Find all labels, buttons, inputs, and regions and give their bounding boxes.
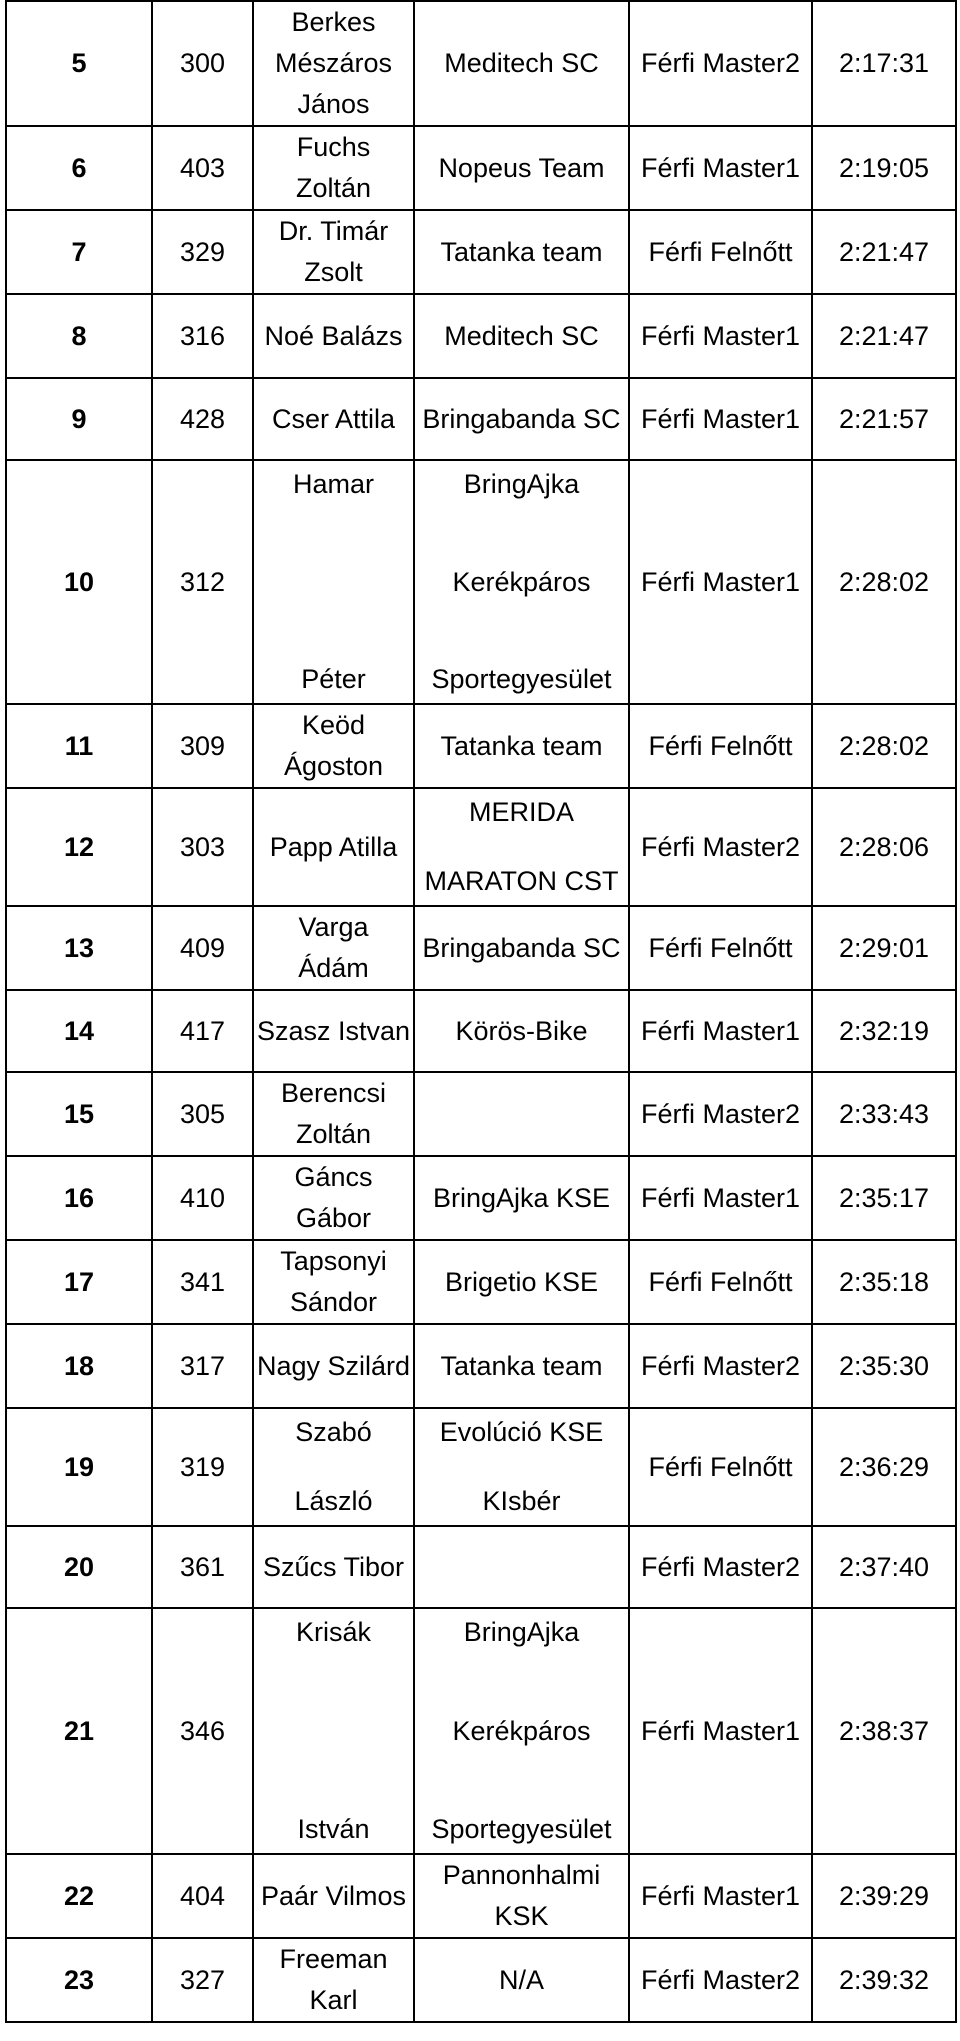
name-cell-line: Berkes [291,7,376,37]
name-cell [253,1156,414,1240]
rank-cell: 15 [6,1072,152,1156]
time-cell: 2:33:43 [812,1072,956,1156]
name-cell-line: Krisák [295,1617,371,1647]
category-cell: Férfi Master2 [629,1938,812,2022]
table-row [6,1240,956,1324]
team-cell-line: BringAjka KSE [432,1182,611,1213]
results-body [6,1,956,2022]
time-cell: 2:28:02 [812,460,956,704]
name-cell-line: Berencsi [280,1078,387,1108]
bib-number-cell: 329 [152,210,253,294]
name-cell [253,126,414,210]
name-cell-line: Gáncs [294,1162,373,1192]
time-cell: 2:39:32 [812,1938,956,2022]
team-cell-line: N/A [498,1964,544,1995]
bib-number-cell: 303 [152,788,253,906]
team-cell-line: Brigetio KSE [444,1266,599,1297]
category-cell: Férfi Master1 [629,378,812,460]
table-row [6,378,956,460]
name-cell-line: Szűcs Tibor [262,1551,405,1582]
category-cell: Férfi Master2 [629,788,812,906]
time-cell: 2:32:19 [812,990,956,1072]
bib-number-cell: 361 [152,1526,253,1608]
team-cell-line: Evolúció KSE [439,1417,604,1447]
category-cell: Férfi Master1 [629,126,812,210]
bib-number-cell: 403 [152,126,253,210]
name-cell-line: Ádám [298,953,369,983]
team-cell-line: BringAjka [463,1617,580,1647]
team-cell [414,1526,629,1608]
team-cell-line: Tatanka team [440,236,603,267]
team-cell [414,378,629,460]
bib-number-cell: 346 [152,1608,253,1854]
team-cell-line: MERIDA [468,797,574,827]
team-cell-line: Sportegyesület [431,1814,612,1844]
team-cell [414,990,629,1072]
team-cell [414,460,629,704]
name-cell-line: Hamar [292,469,374,499]
bib-number-cell: 319 [152,1408,253,1526]
category-cell: Férfi Master1 [629,1608,812,1854]
name-cell-line: Fuchs [296,132,371,162]
category-cell: Férfi Felnőtt [629,704,812,788]
time-cell: 2:37:40 [812,1526,956,1608]
name-cell [253,1,414,126]
table-row [6,704,956,788]
category-cell: Férfi Master2 [629,1324,812,1408]
bib-number-cell: 309 [152,704,253,788]
category-cell: Férfi Felnőtt [629,1408,812,1526]
team-cell [414,294,629,378]
rank-cell: 21 [6,1608,152,1854]
team-cell-line: Körös-Bike [455,1015,588,1046]
rank-cell: 9 [6,378,152,460]
team-cell [414,1408,629,1526]
team-cell [414,1072,629,1156]
team-cell-line: Meditech SC [444,48,599,78]
time-cell: 2:21:47 [812,294,956,378]
bib-number-cell: 316 [152,294,253,378]
team-cell-line: Bringabanda SC [422,403,621,434]
time-cell: 2:39:29 [812,1854,956,1938]
time-cell: 2:28:02 [812,704,956,788]
name-cell-line: Dr. Timár [278,216,389,246]
team-cell [414,1240,629,1324]
name-cell-line: Keöd [301,710,366,740]
team-cell [414,210,629,294]
team-cell [414,704,629,788]
rank-cell: 5 [6,1,152,126]
category-cell: Férfi Master1 [629,294,812,378]
category-cell: Férfi Master1 [629,990,812,1072]
table-row [6,990,956,1072]
team-cell [414,1,629,126]
name-cell [253,294,414,378]
bib-number-cell: 410 [152,1156,253,1240]
rank-cell: 11 [6,704,152,788]
results-table [5,0,957,2023]
rank-cell: 6 [6,126,152,210]
table-row [6,1608,956,1854]
table-row [6,1526,956,1608]
team-cell-line: Kerékpáros [452,566,591,597]
name-cell-line: Tapsonyi [280,1246,387,1276]
time-cell: 2:29:01 [812,906,956,990]
name-cell-line: Szabó [295,1417,372,1447]
time-cell: 2:21:47 [812,210,956,294]
team-cell-line: Sportegyesület [431,664,612,694]
name-cell-line: Noé Balázs [264,320,403,351]
bib-number-cell: 404 [152,1854,253,1938]
name-cell-line: Cser Attila [271,403,396,434]
rank-cell: 8 [6,294,152,378]
name-cell [253,1854,414,1938]
name-cell [253,1324,414,1408]
bib-number-cell: 327 [152,1938,253,2022]
rank-cell: 17 [6,1240,152,1324]
rank-cell: 16 [6,1156,152,1240]
name-cell [253,704,414,788]
team-cell [414,1938,629,2022]
rank-cell: 7 [6,210,152,294]
name-cell-line: Freeman [279,1944,388,1974]
time-cell: 2:21:57 [812,378,956,460]
bib-number-cell: 300 [152,1,253,126]
rank-cell: 19 [6,1408,152,1526]
table-row [6,1938,956,2022]
name-cell-line: Ágoston [283,751,384,781]
table-row [6,1854,956,1938]
name-cell-line: Zsolt [304,257,363,287]
team-cell [414,126,629,210]
team-cell-line: KIsbér [482,1486,561,1516]
name-cell-line: Gábor [295,1203,372,1233]
table-row [6,210,956,294]
team-cell-line: Pannonhalmi [442,1860,601,1890]
category-cell: Férfi Master2 [629,1526,812,1608]
name-cell [253,1938,414,2022]
name-cell [253,1526,414,1608]
category-cell: Férfi Felnőtt [629,906,812,990]
table-row [6,1,956,126]
rank-cell: 14 [6,990,152,1072]
time-cell: 2:35:18 [812,1240,956,1324]
name-cell [253,210,414,294]
rank-cell: 22 [6,1854,152,1938]
time-cell: 2:35:30 [812,1324,956,1408]
category-cell: Férfi Master1 [629,1854,812,1938]
time-cell: 2:38:37 [812,1608,956,1854]
name-cell-line: Szasz Istvan [256,1015,411,1046]
category-cell: Férfi Felnőtt [629,1240,812,1324]
team-cell [414,1854,629,1938]
name-cell-line: Nagy Szilárd [256,1350,411,1381]
team-cell-line: MARATON CST [424,866,619,896]
table-row [6,788,956,906]
name-cell-line: Varga [298,912,369,942]
name-cell-line: Mészáros [274,48,393,78]
time-cell: 2:19:05 [812,126,956,210]
team-cell-line: Nopeus Team [438,152,605,183]
category-cell: Férfi Felnőtt [629,210,812,294]
category-cell: Férfi Master1 [629,460,812,704]
rank-cell: 23 [6,1938,152,2022]
team-cell [414,1156,629,1240]
table-row [6,460,956,704]
table-row [6,1324,956,1408]
table-row [6,1072,956,1156]
name-cell-line: Péter [301,664,366,694]
bib-number-cell: 305 [152,1072,253,1156]
team-cell-line: Bringabanda SC [422,932,621,963]
time-cell: 2:28:06 [812,788,956,906]
name-cell-line: Sándor [289,1287,378,1317]
name-cell-line: István [297,1814,370,1844]
bib-number-cell: 428 [152,378,253,460]
name-cell [253,1072,414,1156]
time-cell: 2:35:17 [812,1156,956,1240]
category-cell: Férfi Master1 [629,1156,812,1240]
time-cell: 2:36:29 [812,1408,956,1526]
rank-cell: 12 [6,788,152,906]
name-cell [253,1608,414,1854]
bib-number-cell: 317 [152,1324,253,1408]
team-cell-line: BringAjka [463,469,580,499]
team-cell [414,788,629,906]
bib-number-cell: 312 [152,460,253,704]
bib-number-cell: 417 [152,990,253,1072]
team-cell [414,1324,629,1408]
table-row [6,294,956,378]
team-cell [414,906,629,990]
name-cell-line: László [294,1486,373,1516]
name-cell [253,990,414,1072]
team-cell-line: Meditech SC [444,320,599,351]
time-cell: 2:17:31 [812,1,956,126]
bib-number-cell: 409 [152,906,253,990]
name-cell [253,906,414,990]
rank-cell: 18 [6,1324,152,1408]
team-cell-line: Tatanka team [440,1350,603,1381]
bib-number-cell: 341 [152,1240,253,1324]
name-cell-line: Papp Atilla [269,831,398,862]
rank-cell: 13 [6,906,152,990]
name-cell [253,378,414,460]
name-cell-line: Karl [309,1985,358,2015]
category-cell: Férfi Master2 [629,1,812,126]
name-cell-line: Zoltán [295,1119,372,1149]
rank-cell: 20 [6,1526,152,1608]
table-row [6,1156,956,1240]
name-cell [253,1408,414,1526]
table-row [6,126,956,210]
rank-cell: 10 [6,460,152,704]
name-cell-line: János [297,89,370,119]
name-cell [253,460,414,704]
table-row [6,906,956,990]
team-cell-line: Kerékpáros [452,1715,591,1746]
team-cell-line: Tatanka team [440,730,603,761]
team-cell [414,1608,629,1854]
name-cell [253,788,414,906]
category-cell: Férfi Master2 [629,1072,812,1156]
name-cell-line: Zoltán [295,173,372,203]
name-cell-line: Paár Vilmos [260,1880,407,1911]
name-cell [253,1240,414,1324]
table-row [6,1408,956,1526]
team-cell-line: KSK [494,1901,549,1931]
